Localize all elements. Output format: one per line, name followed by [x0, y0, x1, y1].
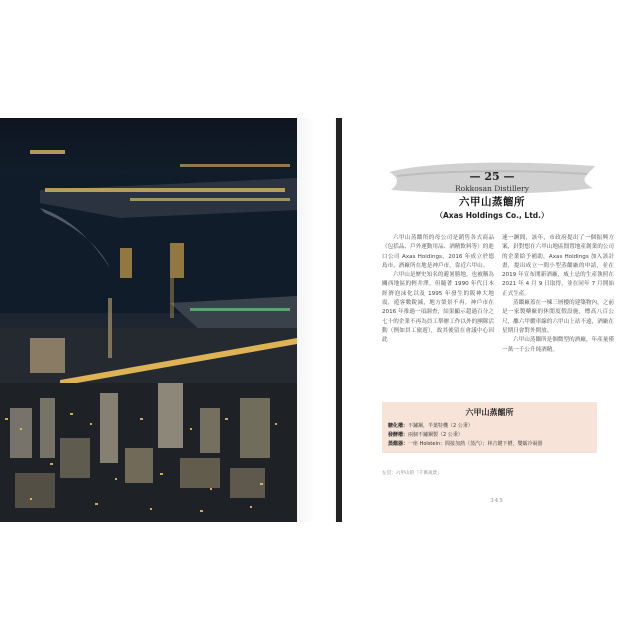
body-column-right [502, 234, 614, 355]
distillery-name-zh: 六甲山蒸餾所 [459, 196, 525, 208]
body-column-left [382, 234, 494, 346]
crane [120, 248, 132, 278]
paragraph: 六甲山蒸餾所的母公司是銷售各式商品（包括品、戶外運動用品、酒精飲料等）的進口公司 Axas Holdings，2016 年成立於德島市，酒廠所在地是神戶市，靠近六甲山。 [382, 235, 494, 269]
island-lights [45, 188, 285, 192]
chimney [108, 298, 112, 358]
info-box-title: 六甲山蒸餾所 [465, 408, 514, 417]
text-page [342, 118, 640, 522]
info-row-mash-tun [388, 422, 473, 429]
paragraph: 六甲山蒸餾所是個微型的酒廠，年產量僅一萬一千公升純酒精。 [502, 337, 614, 353]
book-spread [0, 118, 640, 522]
info-label: 蒸餾器： [388, 441, 409, 447]
distant-shore-lights [180, 164, 290, 167]
info-label: 發酵槽： [388, 432, 409, 438]
ship-lights [30, 150, 65, 154]
distillery-name-en: Rokkosan Distillery [454, 184, 530, 193]
photo-illustration [0, 118, 297, 522]
info-value: 一座 Holstein：間接加熱（蒸汽）；林吉鍵下槽，雙蠕冷凝器 [408, 441, 543, 447]
info-row-washbacks [388, 431, 463, 438]
paragraph: 速一蹶間，該年，市政府提出了一個振興方案，針對想在六甲山地區閒置地產創業的公司的企業給予補助，Axas Holdings 加入該計畫，提出成立一間小型蒸餾廠的申請，並在 2019 年宣布開新酒廠，威士忌的生產執照在 2021 年 4 月 9 日取得，並在同年 7 月開始正式生產。 [502, 235, 614, 297]
night-city-photo [0, 118, 297, 522]
photo-caption: 左頁：六甲山的「千萬夜景」 [382, 471, 442, 476]
info-label: 糖化槽： [388, 423, 409, 429]
factory [30, 338, 65, 373]
crane [170, 243, 184, 278]
chapter-number: — 25 — [469, 170, 515, 183]
info-row-stills [388, 440, 543, 447]
distillery-info-box [382, 402, 597, 453]
info-value: 不鏽鋼，半葉特機（2 公秉） [408, 423, 473, 429]
info-value: 兩個不鏽鋼製（2 公秉） [408, 432, 463, 438]
owner-company: （Axas Holdings Co., Ltd.） [435, 211, 549, 220]
paragraph: 六甲山是歷史知名的避暑勝地，也被稱為關西地區的輕井澤，但隨著 1990 年代日本經濟泡沫化以及 1995 年發生的阪神大地震，遊客數銳減，地方榮景不再。神戶市在 2016 年推過一項調查，結果顯示超過百分之七十的企業不再為員工舉辦工作以外的團隊活動（例如員工旅遊），故其後留在會議中心因此 [382, 272, 494, 344]
page-number: 345 [490, 498, 504, 504]
paragraph: 蒸餾廠蓋在一棟三層樓的建築物內，之前是一家製藥廠的休閒度假設施，標高八百公尺，離六甲纜車線的六甲山上站不遠，酒廠在星期日會對外開放。 [502, 300, 614, 334]
